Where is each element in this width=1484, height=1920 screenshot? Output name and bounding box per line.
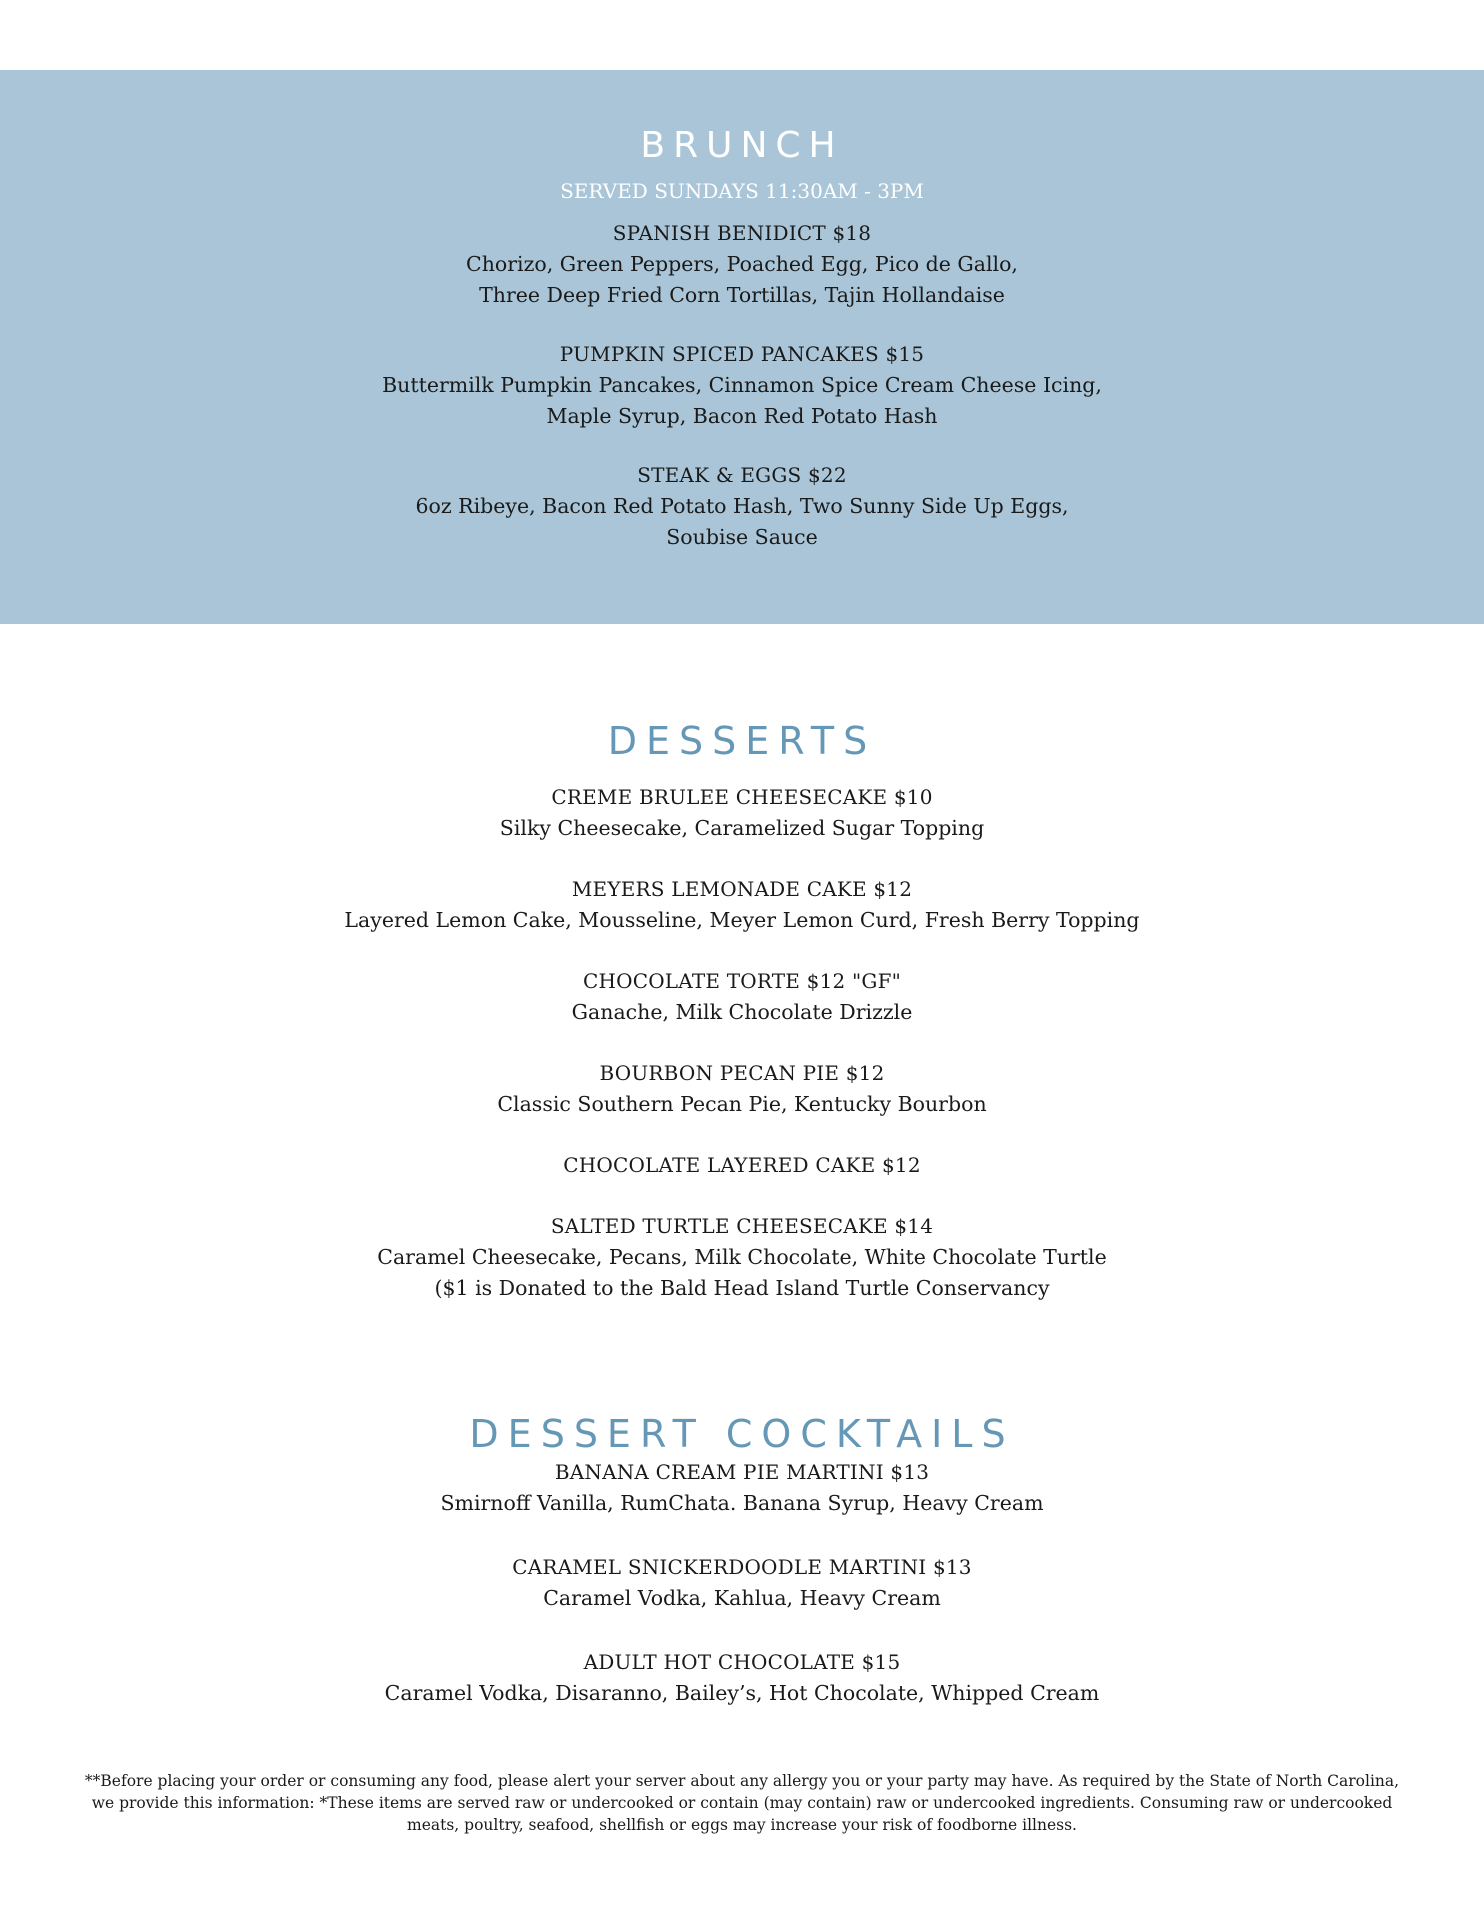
menu-item-description: Smirnoff Vanilla, RumChata. Banana Syrup, Heavy Cream xyxy=(440,1491,1044,1515)
menu-item-description: Soubise Sauce xyxy=(666,525,818,549)
menu-item xyxy=(0,218,1484,311)
menu-item-description: Chorizo, Green Peppers, Poached Egg, Pico de Gallo, xyxy=(466,252,1018,276)
menu-item-description: Caramel Vodka, Disaranno, Bailey’s, Hot Chocolate, Whipped Cream xyxy=(384,1681,1100,1705)
menu-item-title: CHOCOLATE TORTE $12 "GF" xyxy=(582,969,902,993)
menu-item-title: PUMPKIN SPICED PANCAKES $15 xyxy=(559,342,925,366)
brunch-served-hours: SERVED SUNDAYS 11:30AM - 3PM xyxy=(560,179,924,203)
menu-item-title: MEYERS LEMONADE CAKE $12 xyxy=(571,877,913,901)
menu-item xyxy=(0,339,1484,432)
menu-item-description: Classic Southern Pecan Pie, Kentucky Bourbon xyxy=(497,1092,987,1116)
disclaimer-line: we provide this information: *These items are served raw or undercooked or contain (may contain) raw or undercooked ingredients. Consuming raw or undercooked xyxy=(91,1794,1393,1812)
disclaimer-line: **Before placing your order or consuming any food, please alert your server about any allergy you or your party may have. As required by the State of North Carolina, xyxy=(84,1772,1400,1790)
menu-item xyxy=(0,782,1484,844)
brunch-heading: BRUNCH xyxy=(640,125,844,166)
menu-item-description: Layered Lemon Cake, Mousseline, Meyer Lemon Curd, Fresh Berry Topping xyxy=(344,908,1140,932)
menu-item xyxy=(0,1058,1484,1120)
menu-item xyxy=(0,1552,1484,1614)
menu-item-title: STEAK & EGGS $22 xyxy=(637,463,847,487)
menu-item-description: Caramel Cheesecake, Pecans, Milk Chocolate, White Chocolate Turtle xyxy=(377,1245,1107,1269)
dessert-cocktails-section xyxy=(0,1411,1484,1742)
menu-item xyxy=(0,874,1484,936)
menu-item-title: BOURBON PECAN PIE $12 xyxy=(599,1061,885,1085)
allergy-disclaimer xyxy=(40,1770,1444,1836)
menu-item-title: ADULT HOT CHOCOLATE $15 xyxy=(583,1650,901,1674)
dessert-cocktails-heading: DESSERT COCKTAILS xyxy=(469,1412,1015,1456)
menu-item-description: Maple Syrup, Bacon Red Potato Hash xyxy=(546,404,938,428)
menu-item xyxy=(0,460,1484,553)
menu-item-description: Silky Cheesecake, Caramelized Sugar Topping xyxy=(499,816,985,840)
menu-item-description: 6oz Ribeye, Bacon Red Potato Hash, Two Sunny Side Up Eggs, xyxy=(415,494,1069,518)
menu-item xyxy=(0,1457,1484,1519)
menu-item xyxy=(0,1211,1484,1304)
menu-item xyxy=(0,1647,1484,1709)
menu-item-title: CARAMEL SNICKERDOODLE MARTINI $13 xyxy=(512,1555,972,1579)
menu-item-description: Buttermilk Pumpkin Pancakes, Cinnamon Spice Cream Cheese Icing, xyxy=(382,373,1102,397)
menu-item-description: Caramel Vodka, Kahlua, Heavy Cream xyxy=(543,1586,941,1610)
brunch-section xyxy=(0,124,1484,581)
menu-item-title: SALTED TURTLE CHEESECAKE $14 xyxy=(550,1214,934,1238)
menu-item-title: BANANA CREAM PIE MARTINI $13 xyxy=(554,1460,930,1484)
menu-item-title: SPANISH BENIDICT $18 xyxy=(612,221,872,245)
menu-item xyxy=(0,966,1484,1028)
desserts-heading: DESSERTS xyxy=(607,719,877,763)
menu-item-description: ($1 is Donated to the Bald Head Island Turtle Conservancy xyxy=(434,1276,1050,1300)
menu-item-title: CREME BRULEE CHEESECAKE $10 xyxy=(551,785,933,809)
disclaimer-line: meats, poultry, seafood, shellfish or eggs may increase your risk of foodborne illness. xyxy=(407,1816,1077,1834)
menu-item-description: Ganache, Milk Chocolate Drizzle xyxy=(571,1000,913,1024)
menu-item-title: CHOCOLATE LAYERED CAKE $12 xyxy=(563,1153,921,1177)
menu-item xyxy=(0,1150,1484,1181)
desserts-section xyxy=(0,718,1484,1334)
menu-item-description: Three Deep Fried Corn Tortillas, Tajin Hollandaise xyxy=(479,283,1005,307)
